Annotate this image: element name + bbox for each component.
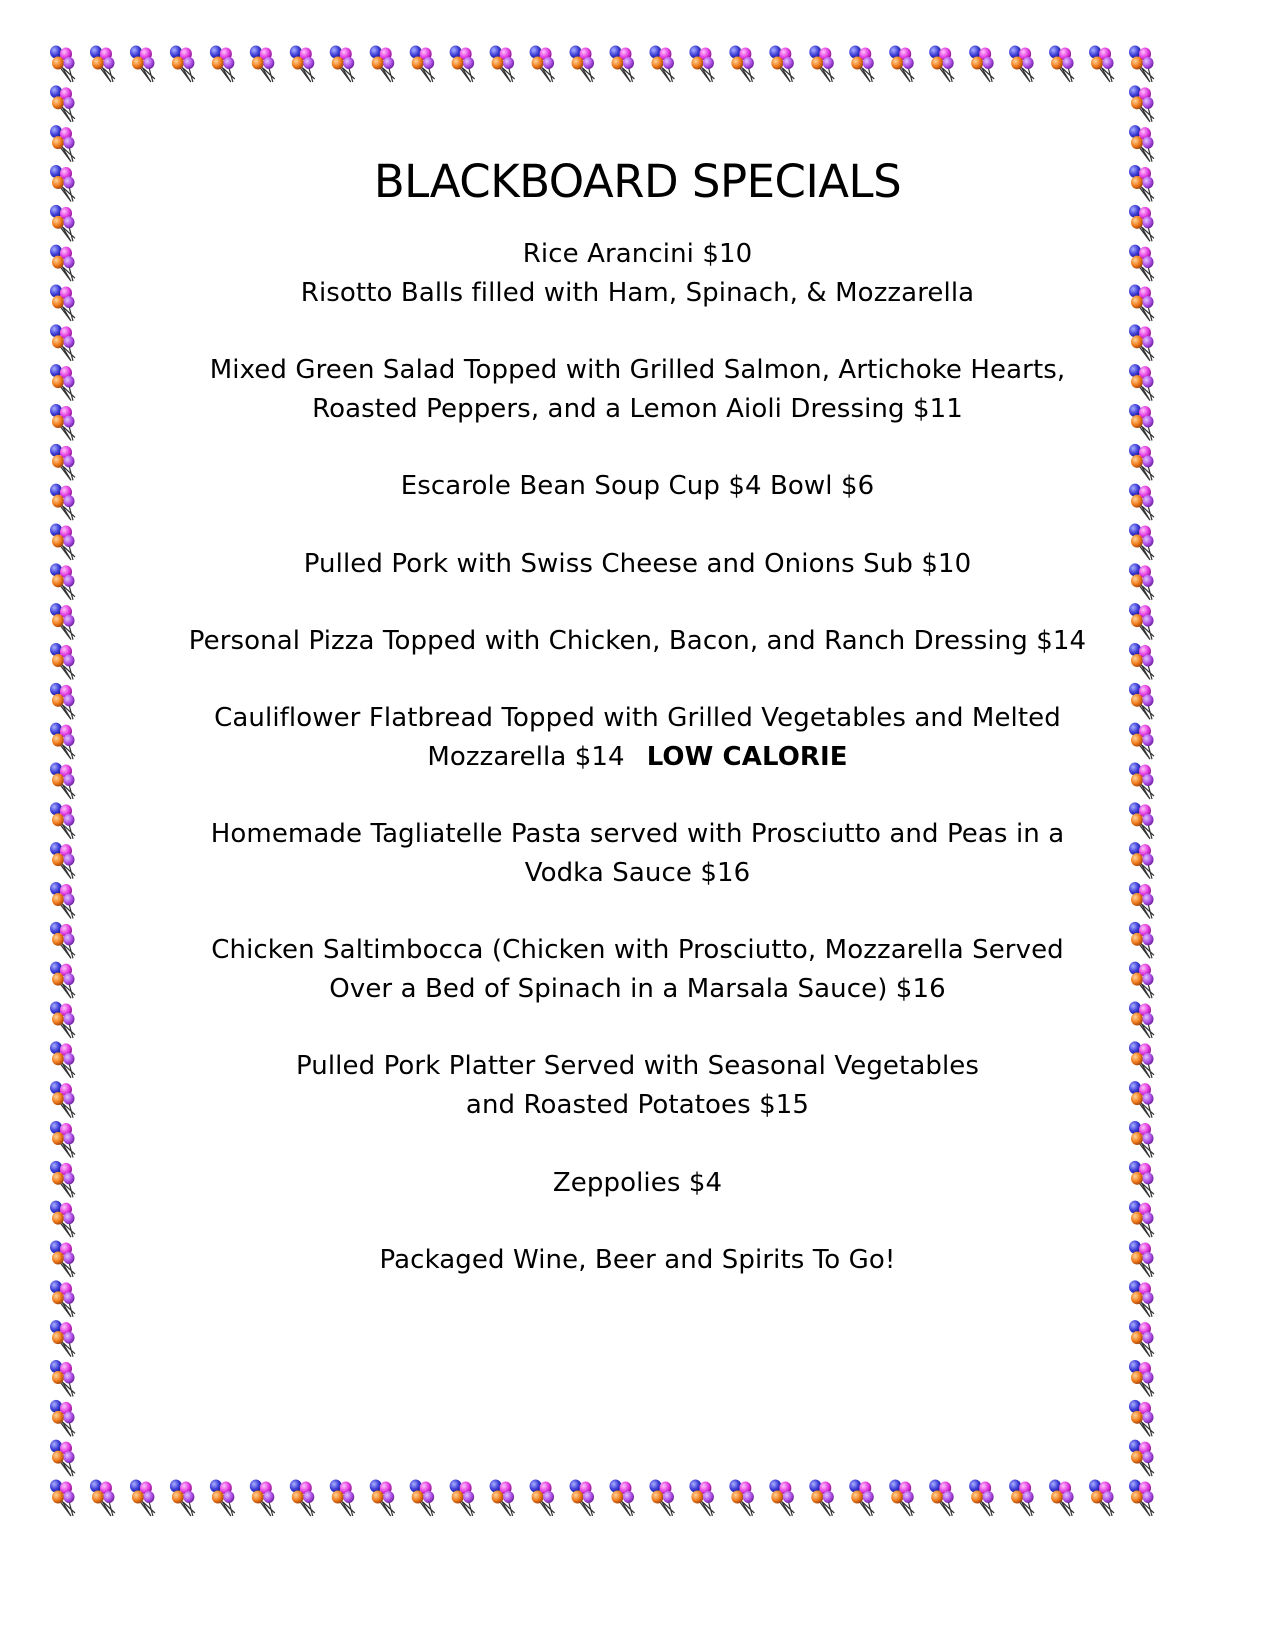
page-title: BLACKBOARD SPECIALS: [373, 155, 902, 208]
item-tagliatelle-pasta: Homemade Tagliatelle Pasta served with Prosciutto and Peas in a: [210, 819, 1065, 849]
item-tagliatelle-pasta-continued: Vodka Sauce $16: [524, 858, 751, 888]
low-calorie-badge: LOW CALORIE: [646, 742, 848, 772]
item-pulled-pork-platter: Pulled Pork Platter Served with Seasonal Vegetables: [295, 1051, 980, 1081]
item-rice-arancini: Rice Arancini $10: [522, 239, 753, 269]
item-mixed-green-salad-continued: Roasted Peppers, and a Lemon Aioli Dressing $11: [312, 394, 963, 424]
item-rice-arancini-description: Risotto Balls filled with Ham, Spinach, & Mozzarella: [300, 278, 975, 308]
item-pulled-pork-platter-continued: and Roasted Potatoes $15: [465, 1090, 810, 1120]
item-pulled-pork-sub: Pulled Pork with Swiss Cheese and Onions Sub $10: [303, 549, 972, 579]
item-personal-pizza: Personal Pizza Topped with Chicken, Bacon, and Ranch Dressing $14: [188, 626, 1087, 656]
item-chicken-saltimbocca-continued: Over a Bed of Spinach in a Marsala Sauce) $16: [329, 974, 946, 1004]
footer-note: Packaged Wine, Beer and Spirits To Go!: [379, 1245, 896, 1275]
item-zeppolies: Zeppolies $4: [552, 1168, 723, 1198]
item-cauliflower-flatbread: Cauliflower Flatbread Topped with Grilled Vegetables and Melted: [214, 703, 1061, 733]
item-mixed-green-salad: Mixed Green Salad Topped with Grilled Salmon, Artichoke Hearts,: [209, 355, 1066, 385]
item-cauliflower-flatbread-continued: [0, 737, 1275, 777]
item-chicken-saltimbocca: Chicken Saltimbocca (Chicken with Prosciutto, Mozzarella Served: [211, 935, 1064, 965]
item-cauliflower-flatbread-price: Mozzarella $14: [427, 742, 625, 772]
item-escarole-soup: Escarole Bean Soup Cup $4 Bowl $6: [400, 471, 875, 501]
